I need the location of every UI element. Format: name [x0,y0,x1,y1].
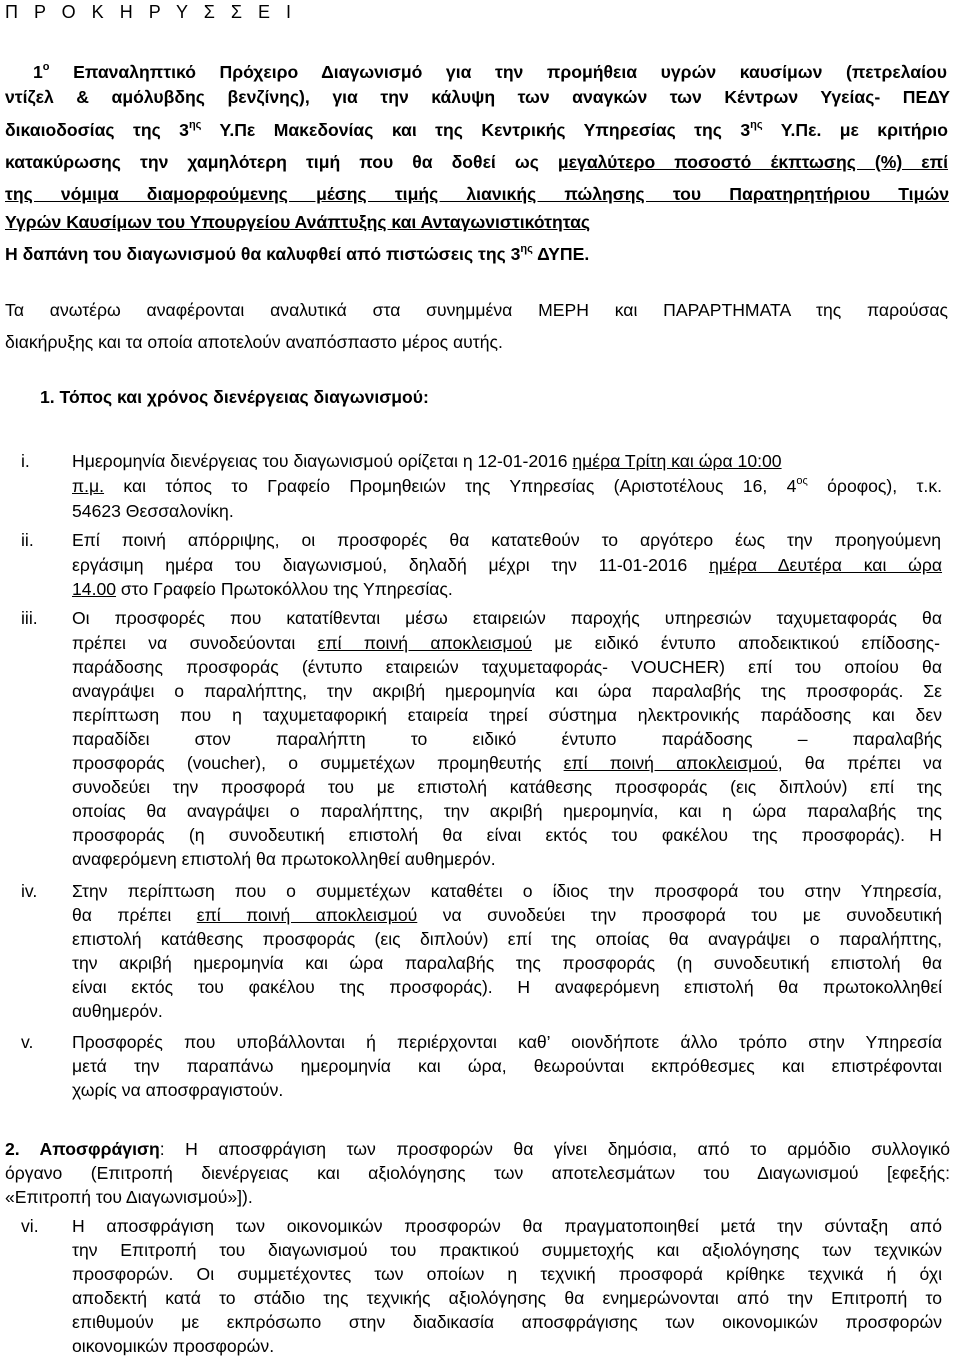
item-vi-line-6: οικονομικών προσφορών. [72,1336,275,1356]
item-number: v. [21,1032,34,1052]
intro-line-2: ντίζελ & αμόλυβδης βενζίνης), για την κάλυψη των αναγκών των Κέντρων Υγείας- ΠΕΔΥ [5,87,950,107]
item-i-line-3: 54623 Θεσσαλονίκη. [72,501,234,521]
item-ii-line-3: 14.00 στο Γραφείο Πρωτοκόλλου της Υπηρεσίας. [72,579,453,599]
intro-line-4: κατακύρωσης την χαμηλότερη τιμή που θα δοθεί ως μεγαλύτερο ποσοστό έκπτωσης (%) επί [5,152,949,172]
item-vi-line-5: επιθυμούν με εκπρόσωπο στην διαδικασία αποσφράγισης των οικονομικών προσφορών [72,1312,942,1332]
item-iii-line-2: πρέπει να συνοδεύονται επί ποινή αποκλεισμού με ειδικό έντυπο αποδεικτικού επίδοσης- [72,633,940,653]
section-2-heading: 2. Αποσφράγιση [5,1139,160,1159]
annex-line-2: διακήρυξης και τα οποία αποτελούν αναπόσπαστο μέρος αυτής. [5,332,503,352]
item-ii-line-1: Επί ποινή απόρριψης, οι προσφορές θα κατατεθούν το αργότερο έως την προηγούμενη [72,530,941,550]
annex-line-1: Τα ανωτέρω αναφέρονται αναλυτικά στα συνημμένα ΜΕΡΗ και ΠΑΡΑΡΤΗΜΑΤΑ της παρούσας [5,300,948,320]
item-iv-line-4: την ακριβή ημερομηνία και ώρα παραλαβής της προσφοράς (η συνοδευτική επιστολή θα [72,953,942,973]
item-iii-line-9: οποίας θα αναγράψει ο παραλήπτης, την ακριβή ημερομηνία, και η ώρα παραλαβής της [72,801,942,821]
intro-line-3: δικαιοδοσίας της $3^{\eta\varsigma}$ Υ.Πε Μακεδονίας και της Κεντρικής Υπηρεσίας της $3^{\eta\varsigma}$ Υ.Πε. με κριτήριο [5,119,949,140]
item-iii-line-4: αναγράψει ο παραλήπτης, την ακριβή ημερομηνία και ώρα παραλαβής της προσφοράς. Σε [72,681,942,701]
section-2-line-3: «Επιτροπή του Διαγωνισμού»]). [5,1187,253,1207]
document-title: Π Ρ Ο Κ Η Ρ Υ Σ Σ Ε Ι [5,2,297,22]
section-1-heading: 1. Τόπος και χρόνος διενέργειας διαγωνισμού: [40,387,429,407]
item-iv-line-3: επιστολή κατάθεσης προσφοράς (εις διπλούν) επί της οποίας θα αναγράψει ο παραλήπτης, [72,929,942,949]
item-iv-line-1: Στην περίπτωση που ο συμμετέχων καταθέτει ο ίδιος την προσφορά του στην Υπηρεσία, [72,881,942,901]
intro-line-5: της νόμιμα διαμορφούμενης μέσης τιμής λιανικής πώλησης του Παρατηρητήριου Τιμών [5,184,949,204]
intro-line-6: Υγρών Καυσίμων του Υπουργείου Ανάπτυξης και Ανταγωνιστικότητας [5,212,591,232]
section-2-line-2: όργανο (Επιτροπή διενέργειας και αξιολόγησης των αποτελεσμάτων του Διαγωνισμού [εφεξής: [5,1163,950,1183]
item-ii-line-2: εργάσιμη ημέρα του διαγωνισμού, δηλαδή μέχρι την 11-01-2016 ημέρα Δευτέρα και ώρα [72,555,943,575]
item-number: iii. [21,608,38,628]
item-i-line-1: Ημερομηνία διενέργειας του διαγωνισμού ορίζεται η 12-01-2016 ημέρα Τρίτη και ώρα 10:00 [72,451,782,471]
section-2-line-1: 2. Αποσφράγιση: Η αποσφράγιση των προσφορών θα γίνει δημόσια, από το αρμόδιο συλλογικό [5,1139,950,1159]
item-vi-line-3: προσφορών. Οι συμμετέχοντες των οποίων η τεχνική προσφορά κρίθηκε τεχνικά ή όχι [72,1264,942,1284]
item-number: iv. [21,881,38,901]
item-v-line-1: Προσφορές που υποβάλλονται ή περιέρχονται καθ’ οιονδήποτε άλλο τρόπο στην Υπηρεσία [72,1032,942,1052]
item-iii-line-1: Οι προσφορές που κατατίθενται μέσω εταιρειών παροχής υπηρεσιών ταχυμεταφοράς θα [72,608,942,628]
item-vi-line-1: Η αποσφράγιση των οικονομικών προσφορών θα πραγματοποιηθεί μετά την σύνταξη από [72,1216,942,1236]
item-vi-line-4: αποδεκτή κατά το στάδιο της τεχνικής αξιολόγησης θα ενημερώνονται από την Επιτροπή το [72,1288,942,1308]
item-number: vi. [21,1216,39,1236]
item-iv-line-6: αυθημερόν. [72,1001,163,1021]
item-number: ii. [21,530,34,550]
item-iii-line-3: παράδοσης προσφοράς (έντυπο εταιρειών ταχυμεταφοράς- VOUCHER) επί του οποίου θα [72,657,942,677]
item-i-line-2: π.μ. και τόπος το Γραφείο Προμηθειών της Υπηρεσίας (Αριστοτέλους 16, $4^{o\varsigma}$ όροφος), τ.κ. [72,475,943,496]
item-v-line-3: χωρίς να αποσφραγιστούν. [72,1080,284,1100]
item-number: i. [21,451,30,471]
item-iii-line-8: συνοδεύει την προσφορά του με επιστολή κατάθεσης προσφοράς (εις διπλούν) επί της [72,777,942,797]
intro-line-1: $1^o$ Επαναληπτικό Πρόχειρο Διαγωνισμό για την προμήθεια υγρών καυσίμων (πετρελαίου [33,61,947,82]
item-iii-line-11: αναφερόμενη επιστολή θα πρωτοκολληθεί αυθημερόν. [72,849,496,869]
item-v-line-2: μετά την παραπάνω ημερομηνία και ώρα, θεωρούνται εκπρόθεσμες και επιστρέφονται [72,1056,942,1076]
funding-line: Η δαπάνη του διαγωνισμού θα καλυφθεί από πιστώσεις της $3^{\eta\varsigma}$ ΔΥΠΕ. [5,243,590,264]
item-vi-line-2: την Επιτροπή του διαγωνισμού του πρακτικού συμμετοχής και αξιολόγησης των τεχνικών [72,1240,942,1260]
item-iv-line-2: θα πρέπει επί ποινή αποκλεισμού να συνοδεύει την προσφορά του με συνοδευτική [72,905,942,925]
item-iv-line-5: είναι εκτός του φακέλου της προσφοράς). Η αναφερόμενη επιστολή θα πρωτοκολληθεί [72,977,942,997]
item-iii-line-10: προσφοράς (η συνοδευτική επιστολή θα είναι εκτός του φακέλου της προσφοράς). Η [72,825,942,845]
item-iii-line-7: προσφοράς (voucher), ο συμμετέχων προμηθευτής επί ποινή αποκλεισμού, θα πρέπει να [72,753,942,773]
item-iii-line-6: παραδίδει στον παραλήπτη το ειδικό έντυπο παράδοσης – παραλαβής [72,729,942,749]
item-iii-line-5: περίπτωση που η ταχυμεταφορική εταιρεία τηρεί σύστημα ηλεκτρονικής παράδοσης και δεν [72,705,942,725]
